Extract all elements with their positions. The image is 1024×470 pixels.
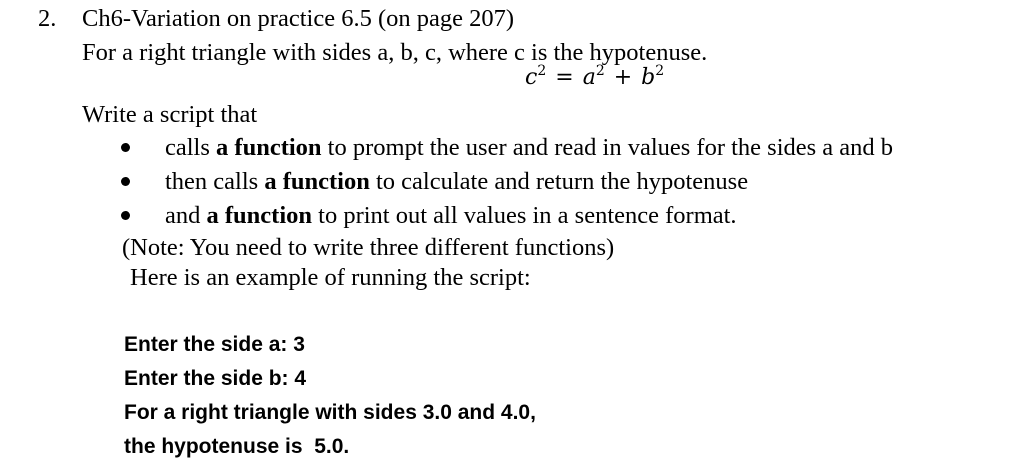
bullet-dot-icon	[121, 177, 130, 186]
eq-term2-base: b	[641, 65, 656, 90]
bullet-item-1	[165, 136, 893, 161]
bullet-dot-icon	[121, 211, 130, 220]
eq-plus: +	[613, 65, 633, 90]
eq-term1-exp: 2	[595, 63, 605, 79]
eq-equals: =	[555, 65, 574, 90]
example-intro: Here is an example of running the script:	[130, 264, 531, 291]
problem-title: Ch6-Variation on practice 6.5 (on page 207)	[82, 5, 515, 32]
bullet-2-before: then calls	[165, 168, 265, 195]
bullet-2-after: to calculate and return the hypotenuse	[369, 168, 749, 195]
bullet-dot-icon	[121, 143, 130, 152]
eq-lhs-base: c	[525, 65, 538, 90]
eq-term1-base: a	[582, 65, 596, 90]
bullet-item-2	[165, 170, 748, 195]
eq-term2-exp: 2	[655, 63, 665, 79]
note-line: (Note: You need to write three different functions)	[122, 234, 615, 261]
problem-intro: For a right triangle with sides a, b, c, where c is the hypotenuse.	[82, 39, 708, 66]
sample-output-line: Enter the side b: 4	[124, 367, 307, 390]
bullet-item-3	[165, 204, 737, 229]
sample-output-line: Enter the side a: 3	[124, 333, 305, 356]
bullet-2-bold: a function	[264, 168, 370, 195]
sample-output-line: For a right triangle with sides 3.0 and 4.0,	[124, 401, 536, 424]
write-script-line: Write a script that	[82, 101, 258, 128]
bullet-3-after: to print out all values in a sentence format.	[312, 202, 737, 229]
eq-lhs-exp: 2	[537, 63, 547, 79]
sample-output-line: the hypotenuse is 5.0.	[124, 435, 350, 458]
bullet-3-bold: a function	[206, 202, 313, 229]
pythagorean-equation	[525, 63, 665, 90]
problem-number: 2.	[38, 5, 57, 32]
bullet-1-after: to prompt the user and read in values for the sides a and b	[321, 134, 894, 161]
bullet-1-bold: a function	[216, 134, 322, 161]
bullet-3-before: and	[165, 202, 207, 229]
bullet-1-before: calls	[165, 134, 217, 161]
